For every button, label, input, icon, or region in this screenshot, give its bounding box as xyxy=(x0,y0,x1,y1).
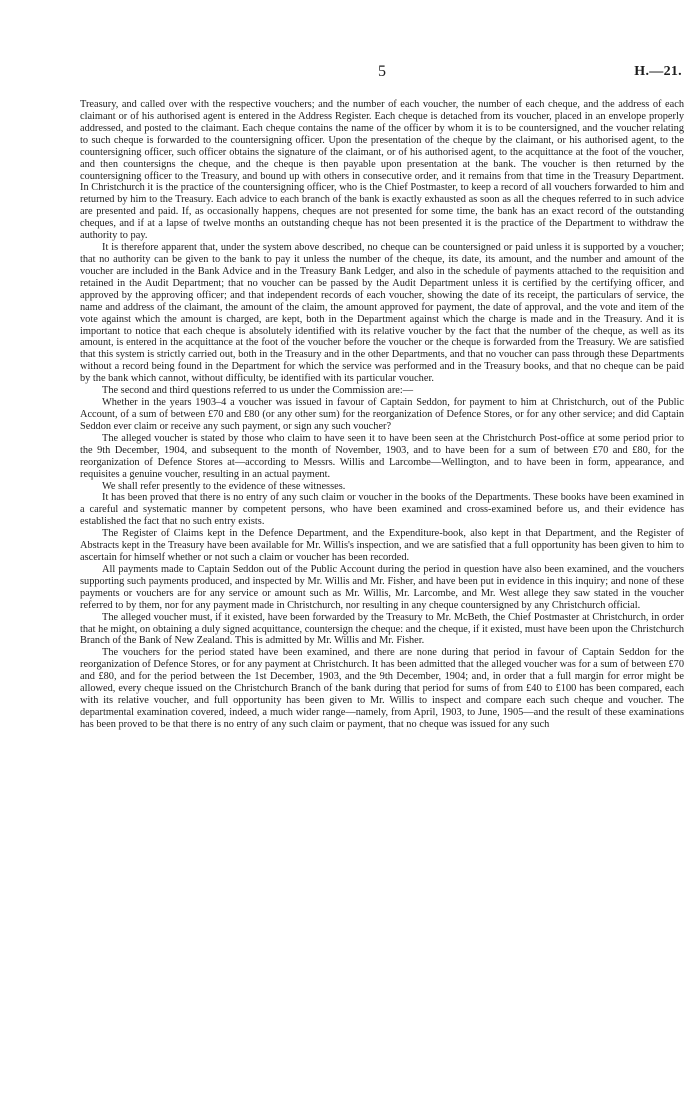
paragraph-alleged-voucher: The alleged voucher is stated by those who claim to have seen it to have been seen at the Christchurch Post-office at some period prior to the 9th December, 1904, and subsequent to the month of November, 1903, and to have been for a sum of between £70 and £80, for the reorganization of Defence Stores at—according to Messrs. Willis and Larcombe—Wellington, and to have been in form, appearance, and requisites a genuine voucher, resulting in an actual payment. xyxy=(80,432,684,480)
document-reference: H.—21. xyxy=(634,64,682,79)
paragraph-treasury-procedure: Treasury, and called over with the respective vouchers; and the number of each voucher, the number of each cheque, and the address of each claimant or of his authorised agent is entered in the Address Register. Each cheque is detached from its voucher, placed in an envelope properly addressed, and posted to the claimant. Each cheque contains the name of the officer by whom it is to be countersigned, and the voucher relating to such cheque is forwarded to the countersigning officer. Upon the presentation of the cheque by the claimant, or his authorised agent, to the countersigning officer, such officer obtains the signature of the claimant, or of his authorised agent, to the acquittance at the foot of the voucher, and then countersigns the cheque, and the cheque is then payable upon presentation at the bank. The voucher is then returned by the countersigning officer to the Treasury, and bound up with others in consecutive order, and it remains from that time in the Treasury Department. In Christchurch it is the practice of the countersigning officer, who is the Chief Postmaster, to keep a record of all vouchers forwarded to him and returned by him to the Treasury. Each advice to each branch of the bank is exactly exhausted as soon as all the cheques referred to in such advice are presented and paid. If, as occasionally happens, cheques are not presented for some time, the bank has an exact record of the outstanding cheques, and if at a lapse of twelve months an outstanding cheque has not been presented it is the practice of the Department to withdraw the authority to pay. xyxy=(80,99,684,242)
paragraph-questions-intro: The second and third questions referred to us under the Commission are:— xyxy=(102,385,414,397)
paragraph-payments-examined: All payments made to Captain Seddon out of the Public Account during the period in question have also been examined, and the vouchers supporting such payments produced, and inspected by Mr. Willis and Mr. Fisher, and have been put in evidence in this inquiry; and none of these payments or vouchers are for any service or amount such as Mr. Willis, Mr. Larcombe, and Mr. West allege they saw stated in the voucher referred to by them, nor for any payment made in Christchurch, nor resulting in any cheque countersigned by any Christchurch official. xyxy=(80,563,684,611)
paragraph-vouchers-examined: The vouchers for the period stated have been examined, and there are none during that period in favour of Captain Seddon for the reorganization of Defence Stores, or for any payment at Christchurch. It has been admitted that the alleged voucher was for a sum of between £70 and £80, and for the period between the 1st December, 1903, and the 9th December, 1904; and, in order that a full margin for error might be allowed, every cheque issued on the Christchurch Branch of the bank during that period for sums of from £40 to £100 has been compared, each with its relative voucher, and full opportunity has been given to Mr. Willis to inspect and compare each such cheque and voucher. The departmental examination covered, indeed, a much wider range—namely, from April, 1903, to June, 1905—and the result of these examinations has been proved to be that there is no entry of any such claim or payment, that no cheque was issued for any such xyxy=(80,647,684,730)
page-header xyxy=(80,62,684,84)
paragraph-question-text: Whether in the years 1903–4 a voucher was issued in favour of Captain Seddon, for payment to him at Christchurch, out of the Public Account, of a sum of between £70 and £80 (or any other sum) for the reorganization of Defence Stores, or for any other service; and did Captain Seddon ever claim or receive any such payment, or sign any such voucher? xyxy=(80,397,684,432)
paragraph-system-conclusion: It is therefore apparent that, under the system above described, no cheque can be countersigned or paid unless it is supported by a voucher; that no authority can be given to the bank to pay it unless the number of the cheque, its date, its amount, and the number and amount of the voucher are included in the Bank Advice and in the Treasury Bank Ledger, and also in the schedule of payments attached to the requisition and retained in the Audit Department; that no voucher can be passed by the Audit Department unless it is certified by the certifying officer, and approved by the approving officer; and that independent records of each voucher, showing the date of its receipt, the particulars of service, the name and address of the claimant, the amount of the claim, the amount approved for payment, the date of approval, and the vote and item of the vote against which the amount is charged, are kept, both in the Department against which the charge is made and in the Treasury. And it is important to notice that each cheque is absolutely identified with its relative voucher by the fact that the number of the cheque, as well as its amount, is entered in the acquittance at the foot of the voucher before the voucher or the cheque is forwarded from the Treasury. We are satisfied that this system is strictly carried out, both in the Treasury and in the other Departments, and that no voucher can pass through these Departments without a record being found in the Department for which the service was performed and in the Treasury books, and that no cheque can be paid by the bank which cannot, without difficulty, be identified with its particular voucher. xyxy=(80,242,684,385)
paragraph-no-entry-proved: It has been proved that there is no entry of any such claim or voucher in the books of the Departments. These books have been examined in a careful and systematic manner by competent persons, who have been examined and cross-examined before us, and their evidence has established the fact that no such entry exists. xyxy=(80,492,684,528)
paragraph-voucher-forwarding: The alleged voucher must, if it existed, have been forwarded by the Treasury to Mr. McBeth, the Chief Postmaster at Christchurch, in order that he might, on obtaining a duly signed acquittance, countersign the cheque: and the cheque, if it existed, must have been upon the Christchurch Branch of the Bank of New Zealand. This is admitted by Mr. Willis and Mr. Fisher. xyxy=(80,611,684,647)
paragraph-register-of-claims: The Register of Claims kept in the Defence Department, and the Expenditure-book, also kept in that Department, and the Register of Abstracts kept in the Treasury have been available for Mr. Willis's inspection, and we are satisfied that a full opportunity has been given to him to ascertain for himself whether or not such a claim or voucher has been recorded. xyxy=(80,528,684,564)
body-text xyxy=(80,99,684,731)
page-number: 5 xyxy=(378,63,386,80)
paragraph-witness-reference: We shall refer presently to the evidence of these witnesses. xyxy=(102,480,346,492)
